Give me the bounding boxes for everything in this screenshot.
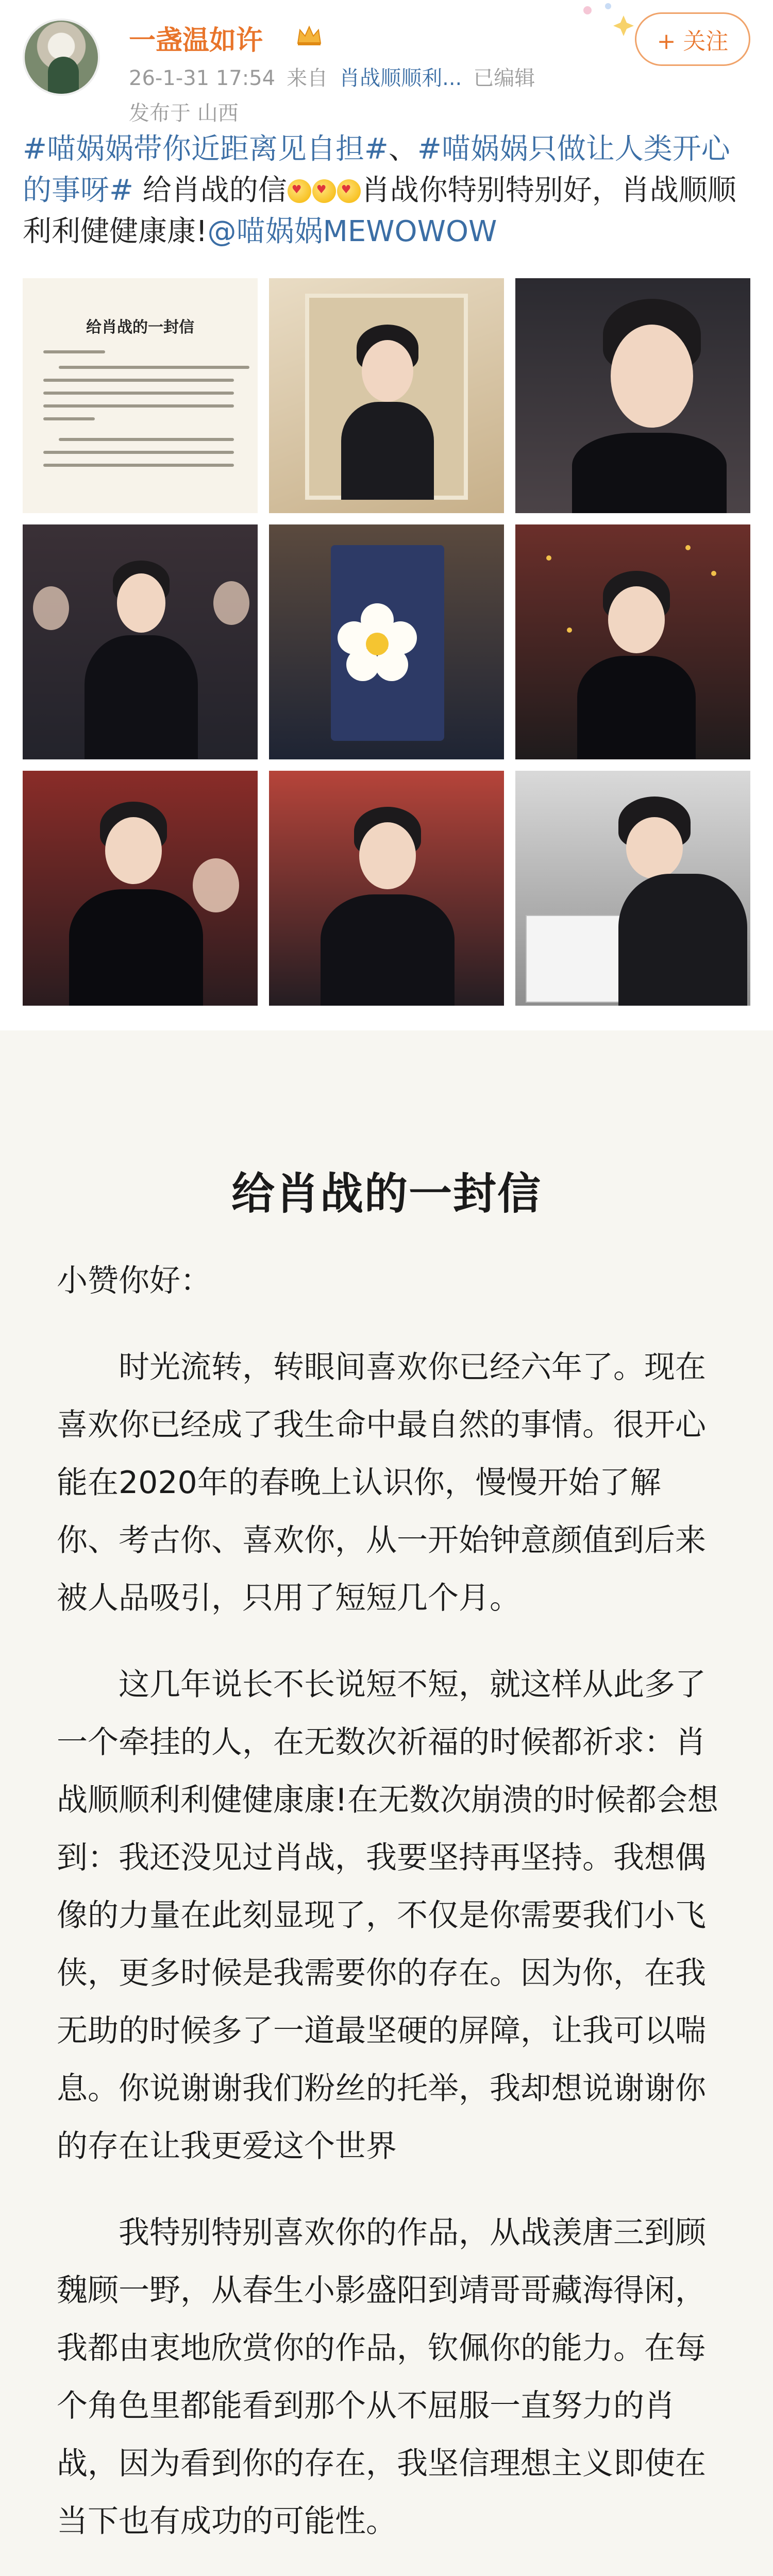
- text-line: [43, 379, 234, 382]
- photo-thumbnail[interactable]: [23, 524, 258, 759]
- sparkle-decoration-icon: [577, 0, 639, 52]
- confetti: [711, 571, 716, 576]
- photo-thumbnail[interactable]: [515, 524, 750, 759]
- face: [608, 586, 665, 653]
- face: [213, 581, 249, 625]
- letter-paragraph: 这几年说长不长说短不短，就这样从此多了一个牵挂的人，在无数次祈福的时候都祈求：肖战顺顺利利健健康康!在无数次崩溃的时候都会想到：我还没见过肖战，我要坚持再坚持。我想偶像的力量在此刻显现了，不仅是你需要我们小飞侠，更多时候是我需要你的存在。因为你，在我无助的时候多了一道最坚硬的屏障，让我可以喘息。你说谢谢我们粉丝的托举，我却想说谢谢你的存在让我更爱这个世界: [57, 1667, 719, 2164]
- letter-paragraph: 时光流转，转眼间喜欢你已经六年了。现在喜欢你已经成了我生命中最自然的事情。很开心能在2020年的春晚上认识你，慢慢开始了解你、考古你、喜欢你，从一开始钟意颜值到后来被人品吸引，只用了短短几个月。: [57, 1349, 706, 1616]
- letter-greeting: 小赞你好：: [57, 1263, 211, 1299]
- body: [341, 402, 434, 500]
- text-line: [59, 366, 249, 369]
- source-prefix: 来自: [287, 66, 328, 90]
- edited-label: 已编辑: [473, 66, 535, 90]
- flower-icon: [336, 602, 418, 684]
- photo-thumbnail[interactable]: [515, 771, 750, 1006]
- follow-button-label: + 关注: [657, 28, 729, 55]
- body: [69, 889, 203, 1006]
- confetti: [685, 545, 691, 550]
- body: [85, 635, 198, 759]
- hashtag-link[interactable]: #喵娲娲只做让人类开心的事呀#: [23, 132, 730, 207]
- weibo-post: [0, 0, 773, 1025]
- photo-thumbnail[interactable]: [269, 771, 504, 1006]
- photo-thumbnail[interactable]: [269, 524, 504, 759]
- letter-body: [57, 1252, 721, 2576]
- letter-title: 给肖战的一封信: [231, 1168, 542, 1219]
- photo-thumbnail[interactable]: [269, 278, 504, 513]
- emoji-icon: [288, 179, 311, 203]
- mention-link[interactable]: @喵娲娲MEWOWOW: [207, 215, 497, 248]
- face: [193, 858, 239, 912]
- text-line: [43, 350, 105, 353]
- text-line: [43, 451, 234, 454]
- confetti: [567, 628, 572, 633]
- post-location: [129, 97, 239, 126]
- face: [117, 573, 165, 633]
- post-body-text: 肖战你特别特别好，肖战顺顺利利健健康康!: [23, 174, 736, 248]
- text-line: [43, 392, 234, 395]
- photo-thumbnail[interactable]: [23, 771, 258, 1006]
- text-line: [43, 417, 95, 420]
- avatar[interactable]: [23, 19, 100, 96]
- face: [359, 822, 416, 889]
- body: [321, 894, 455, 1006]
- face: [626, 817, 683, 879]
- confetti: [546, 555, 551, 561]
- hashtag-link[interactable]: #喵娲娲带你近距离见自担#: [23, 132, 389, 166]
- post-text: [23, 129, 754, 252]
- face: [362, 340, 413, 402]
- location-name: 山西: [197, 101, 239, 125]
- post-body-text: 给肖战的信: [133, 174, 287, 207]
- text-line: [43, 404, 234, 408]
- source-link[interactable]: 肖战顺顺利...: [339, 66, 462, 90]
- face: [611, 325, 693, 428]
- post-meta: [129, 62, 535, 91]
- face: [105, 817, 162, 884]
- text-line: [43, 464, 234, 467]
- emoji-icon: [337, 179, 361, 203]
- body: [577, 656, 696, 759]
- username[interactable]: 一盏温如许: [129, 25, 263, 56]
- photo-thumbnail[interactable]: [515, 278, 750, 513]
- emoji-icon: [312, 179, 336, 203]
- location-prefix: 发布于: [129, 101, 191, 125]
- letter-thumbnail-title: 给肖战的一封信: [86, 318, 194, 336]
- separator: 、: [388, 132, 417, 166]
- letter-image: [0, 1030, 773, 2576]
- face: [33, 586, 69, 630]
- body: [618, 874, 747, 1006]
- body: [572, 433, 727, 513]
- photo-thumbnail-letter[interactable]: [23, 278, 258, 513]
- crown-badge-icon: [295, 23, 324, 47]
- letter-paragraph: 我特别特别喜欢你的作品，从战羡唐三到顾魏顾一野，从春生小影盛阳到靖哥哥藏海得闲，我都由衷地欣赏你的作品，钦佩你的能力。在每个角色里都能看到那个从不屈服一直努力的肖战，因为看到你的存在，我坚信理想主义即使在当下也有成功的可能性。: [57, 2215, 706, 2539]
- post-timestamp: 26-1-31 17:54: [129, 66, 276, 90]
- text-line: [59, 438, 234, 441]
- follow-button[interactable]: [635, 12, 750, 66]
